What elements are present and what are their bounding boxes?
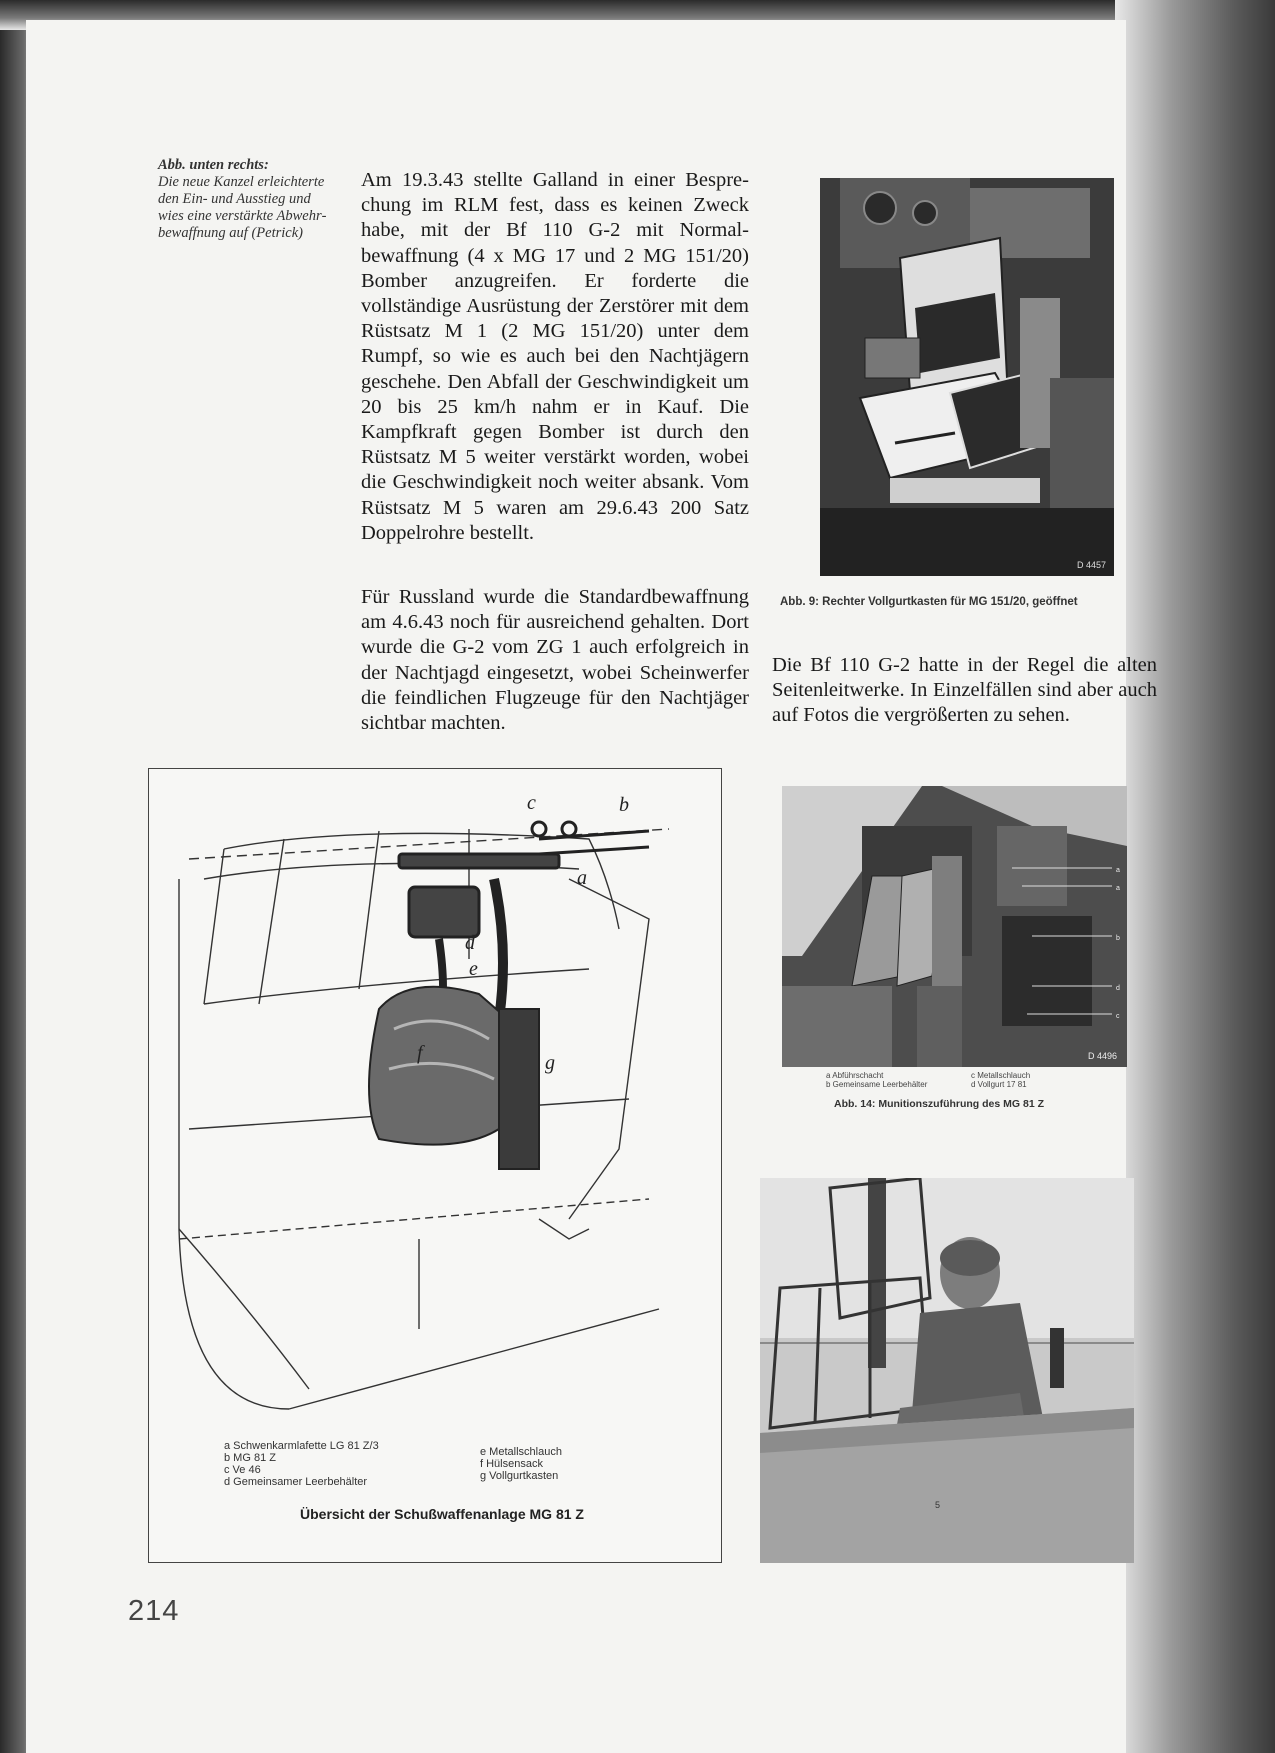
diagram-legend-item-e: e Metallschlauch	[480, 1446, 562, 1458]
fig14-legend-d: d Vollgurt 17 81	[971, 1080, 1027, 1089]
side-caption-heading: Abb. unten rechts:	[158, 157, 269, 173]
diagram-legend-item-f: f Hülsensack	[480, 1458, 543, 1470]
fig14-legend-c: c Metallschlauch	[971, 1071, 1031, 1080]
photo-ammo-box-image	[820, 178, 1114, 576]
fig14-callout-1: a	[1116, 867, 1120, 874]
diagram-callout-a: a	[577, 867, 587, 889]
diagram-legend-left	[224, 1440, 464, 1488]
diagram-title: Übersicht der Schußwaffenanlage MG 81 Z	[300, 1506, 584, 1522]
fig14-negative-number: D 4496	[1087, 1051, 1117, 1061]
pilot-photo-marking: 5	[935, 1500, 941, 1510]
fig14-callout-3: b	[1116, 935, 1120, 942]
page-number: 214	[128, 1595, 180, 1627]
fig14-legend-b: b Gemeinsame Leerbehälter	[826, 1080, 928, 1089]
fig9-caption: Abb. 9: Rechter Vollgurtkasten für MG 151/20, geöffnet	[780, 596, 1078, 608]
photo-pilot-cockpit	[760, 1178, 1134, 1563]
body-paragraph-3: Die Bf 110 G-2 hatte in der Regel die alten Seitenleitwerke. In Einzelfällen sind aber auch auf Fotos die vergrößerten zu sehen.	[772, 654, 1157, 727]
fig14-callout-5: c	[1116, 1013, 1120, 1020]
fig14-legend	[826, 1071, 1116, 1089]
fig14-caption: Abb. 14: Munitionszuführung des MG 81 Z	[834, 1098, 1044, 1110]
diagram-callout-d: d	[465, 932, 475, 954]
diagram-legend-item-a: a Schwenkarmlafette LG 81 Z/3	[224, 1440, 379, 1452]
body-paragraph-1: Am 19.3.43 stellte Galland in einer Besprechung im RLM fest, dass es keinen Zweck habe, mit der Bf 110 G-2 mit Normalbewaffnung (4 x MG 17 und 2 MG 151/20) Bomber anzugreifen. Er forderte die vollständige Ausrüstung der Zerstörer mit dem Rüstsatz M 1 (2 MG 151/20) unter dem Rumpf, so wie es auch bei den Nachtjägern geschehe. Den Abfall der Geschwindigkeit um 20 bis 25 km/h nahm er in Kauf. Die Kampfkraft gegen Bomber ist durch den Rüstsatz M 5 weiter verstärkt worden, wobei die Geschwindigkeit noch weiter absank. Vom Rüstsatz M 5 waren am 29.6.43 200 Satz Doppelrohre bestellt.	[361, 169, 749, 544]
side-caption	[158, 157, 328, 242]
diagram-callout-g: g	[545, 1052, 555, 1074]
diagram-legend-item-c: c Ve 46	[224, 1464, 261, 1476]
diagram-callout-c: c	[527, 792, 536, 814]
photo-ammo-box	[820, 178, 1114, 576]
diagram-legend-item-g: g Vollgurtkasten	[480, 1470, 559, 1482]
scan-shadow-right	[1115, 0, 1275, 1753]
photo-ammo-feed-image	[782, 786, 1127, 1067]
fig14-callout-2: a	[1116, 885, 1120, 892]
diagram-legend-item-b: b MG 81 Z	[224, 1452, 276, 1464]
fig14-legend-a: a Abführschacht	[826, 1071, 884, 1080]
photo-pilot-image	[760, 1178, 1134, 1563]
photo-ammo-feed	[782, 786, 1127, 1067]
fig14-callout-4: d	[1116, 985, 1120, 992]
fig9-negative-number: D 4457	[1076, 560, 1106, 570]
diagram-legend-item-d: d Gemeinsamer Leerbehälter	[224, 1476, 368, 1488]
side-caption-body: Die neue Kanzel erleichterte den Ein- und Ausstieg und wies eine verstärkte Abwehrbewaffnung auf (Petrick)	[158, 174, 327, 241]
body-paragraph-2: Für Russland wurde die Standardbewaffnung am 4.6.43 noch für ausreichend gehalten. Dort wurde die G-2 vom ZG 1 auch erfolgreich in der Nachtjagd eingesetzt, wobei Scheinwerfer die feindlichen Flugzeuge für den Nachtjäger sichtbar machten.	[361, 586, 749, 735]
diagram-callout-f: f	[417, 1042, 423, 1064]
diagram-callout-b: b	[619, 794, 629, 816]
diagram-legend-right	[480, 1446, 640, 1482]
diagram-callout-e: e	[469, 958, 478, 980]
